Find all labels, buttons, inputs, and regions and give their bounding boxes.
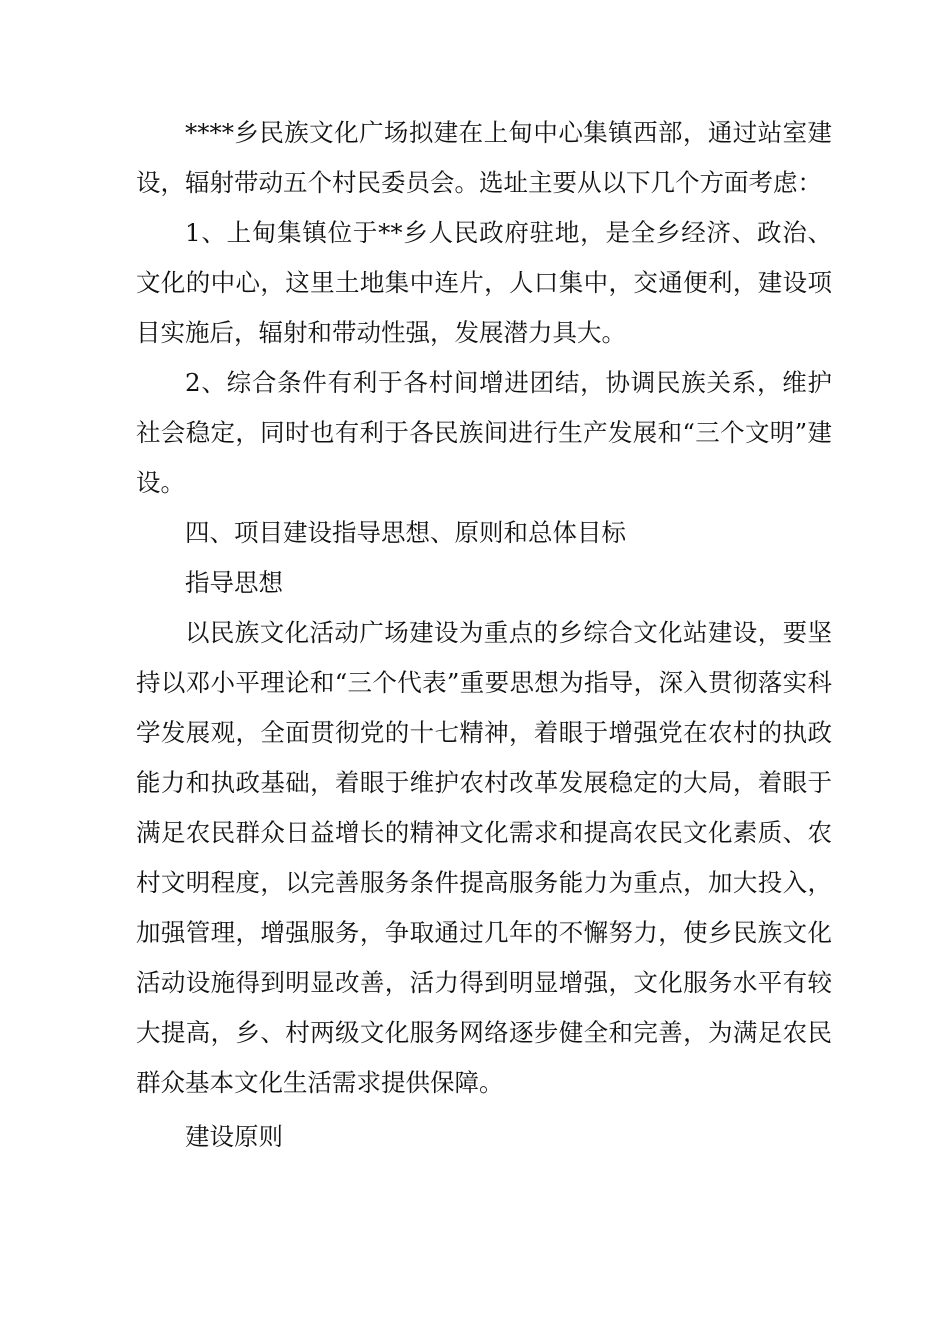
site-selection-paragraph: ****乡民族文化广场拟建在上甸中心集镇西部，通过站室建设，辐射带动五个村民委员会。选址主要从以下几个方面考虑： xyxy=(136,118,832,197)
document-body xyxy=(136,108,832,1162)
guiding-thought-paragraph: 以民族文化活动广场建设为重点的乡综合文化站建设，要坚持以邓小平理论和“三个代表”重要思想为指导，深入贯彻落实科学发展观，全面贯彻党的十七精神，着眼于增强党在农村的执政能力和执政基础，着眼于维护农村改革发展稳定的大局，着眼于满足农民群众日益增长的精神文化需求和提高农民文化素质、农村文明程度，以完善服务条件提高服务能力为重点，加大投入，加强管理，增强服务，争取通过几年的不懈努力，使乡民族文化活动设施得到明显改善，活力得到明显增强，文化服务水平有较大提高，乡、村两级文化服务网络逐步健全和完善，为满足农民群众基本文化生活需求提供保障。 xyxy=(136,618,832,1097)
section-heading: 四、项目建设指导思想、原则和总体目标 xyxy=(185,518,626,547)
reason-one-paragraph: 1、上甸集镇位于**乡人民政府驻地，是全乡经济、政治、文化的中心，这里土地集中连片，人口集中，交通便利，建设项目实施后，辐射和带动性强，发展潜力具大。 xyxy=(136,218,832,347)
reason-two-paragraph: 2、综合条件有利于各村间增进团结，协调民族关系，维护社会稳定，同时也有利于各民族间进行生产发展和“三个文明”建设。 xyxy=(136,368,832,497)
guiding-thought-heading: 指导思想 xyxy=(185,568,283,597)
construction-principles-heading: 建设原则 xyxy=(185,1122,283,1151)
